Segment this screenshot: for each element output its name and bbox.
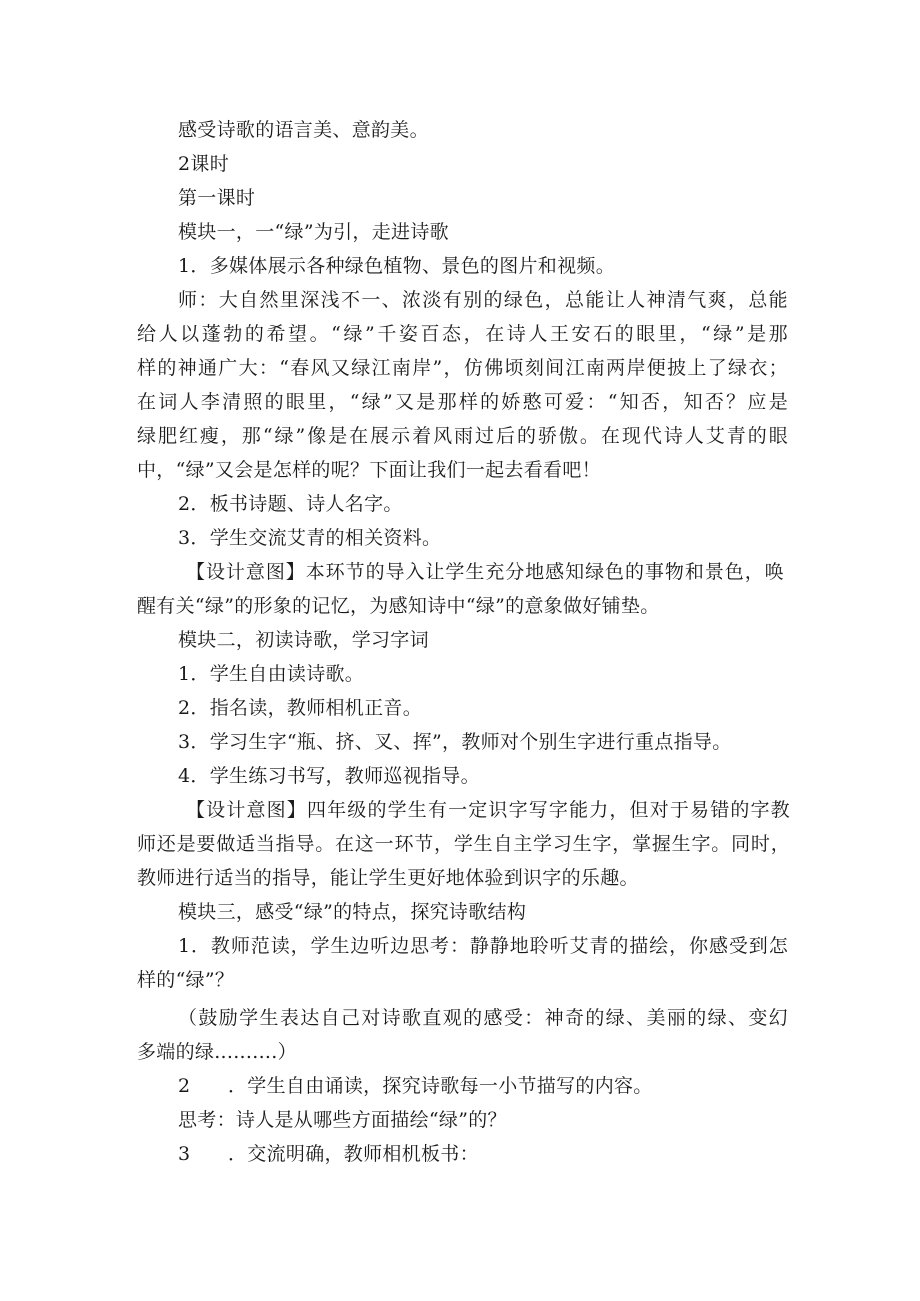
- numbered-item: [178, 1141, 479, 1167]
- text-line: 3．学生交流艾青的相关资料。: [178, 527, 442, 549]
- design-intent-line: 教师进行适当的指导，能让学生更好地体验到识字的乐趣。: [137, 867, 639, 889]
- text-line: 1．学生自由读诗歌。: [178, 663, 365, 685]
- text-line: 2．指名读，教师相机正音。: [178, 697, 422, 719]
- item-text: ．学生自由诵读，探究诗歌每一小节描写的内容。: [228, 1075, 653, 1097]
- design-intent-line: 【设计意图】四年级的学生有一定识字写字能力，但对于易错的字教: [186, 799, 790, 821]
- text-line: 3．学习生字“瓶、挤、叉、挥”，教师对个别生字进行重点指导。: [178, 731, 732, 753]
- text-line: 思考：诗人是从哪些方面描绘“绿”的？: [178, 1109, 507, 1131]
- text-line: 第一课时: [178, 187, 256, 209]
- numbered-item: [178, 1073, 653, 1099]
- item-text: ．交流明确，教师相机板书：: [228, 1143, 479, 1165]
- section-heading: 模块一，一“绿”为引，走进诗歌: [178, 221, 449, 243]
- text-line: 2．板书诗题、诗人名字。: [178, 493, 403, 515]
- text-line: 2课时: [178, 153, 229, 175]
- paragraph-line: （鼓励学生表达自己对诗歌直观的感受：神奇的绿、美丽的绿、变幻: [178, 1007, 788, 1029]
- text-line: 1．多媒体展示各种绿色植物、景色的图片和视频。: [178, 255, 615, 277]
- paragraph-line: 样的“绿”？: [137, 969, 235, 991]
- item-number: 2: [178, 1075, 191, 1097]
- design-intent-line: 师还是要做适当指导。在这一环节，学生自主学习生字，掌握生字。同时，: [137, 833, 790, 855]
- paragraph-line: 绿肥红瘦，那“绿”像是在展示着风雨过后的骄傲。在现代诗人艾青的眼: [137, 425, 788, 447]
- design-intent-line: 醒有关“绿”的形象的记忆，为感知诗中“绿”的意象做好铺垫。: [137, 595, 660, 617]
- paragraph-line: 中，“绿”又会是怎样的呢？下面让我们一起去看看吧！: [137, 459, 601, 481]
- section-heading: 模块二，初读诗歌，学习字词: [178, 629, 429, 651]
- paragraph-line: 1．教师范读，学生边听边思考：静静地聆听艾青的描绘，你感受到怎: [178, 935, 788, 957]
- paragraph-line: 多端的绿..........）: [137, 1041, 297, 1063]
- paragraph-line: 样的神通广大：“春风又绿江南岸”，仿佛顷刻间江南两岸便披上了绿衣；: [137, 357, 788, 379]
- text-line: 感受诗歌的语言美、意韵美。: [178, 119, 429, 141]
- section-heading: 模块三，感受“绿”的特点，探究诗歌结构: [178, 901, 527, 923]
- design-intent-line: 【设计意图】本环节的导入让学生充分地感知绿色的事物和景色，唤: [186, 561, 784, 583]
- paragraph-line: 给人以蓬勃的希望。“绿”千姿百态，在诗人王安石的眼里，“绿”是那: [137, 323, 788, 345]
- text-line: 4．学生练习书写，教师巡视指导。: [178, 765, 480, 787]
- paragraph-line: 在词人李清照的眼里，“绿”又是那样的娇憨可爱：“知否，知否？应是: [137, 391, 788, 413]
- item-number: 3: [178, 1143, 191, 1165]
- paragraph-line: 师：大自然里深浅不一、浓淡有别的绿色，总能让人神清气爽，总能: [178, 289, 788, 311]
